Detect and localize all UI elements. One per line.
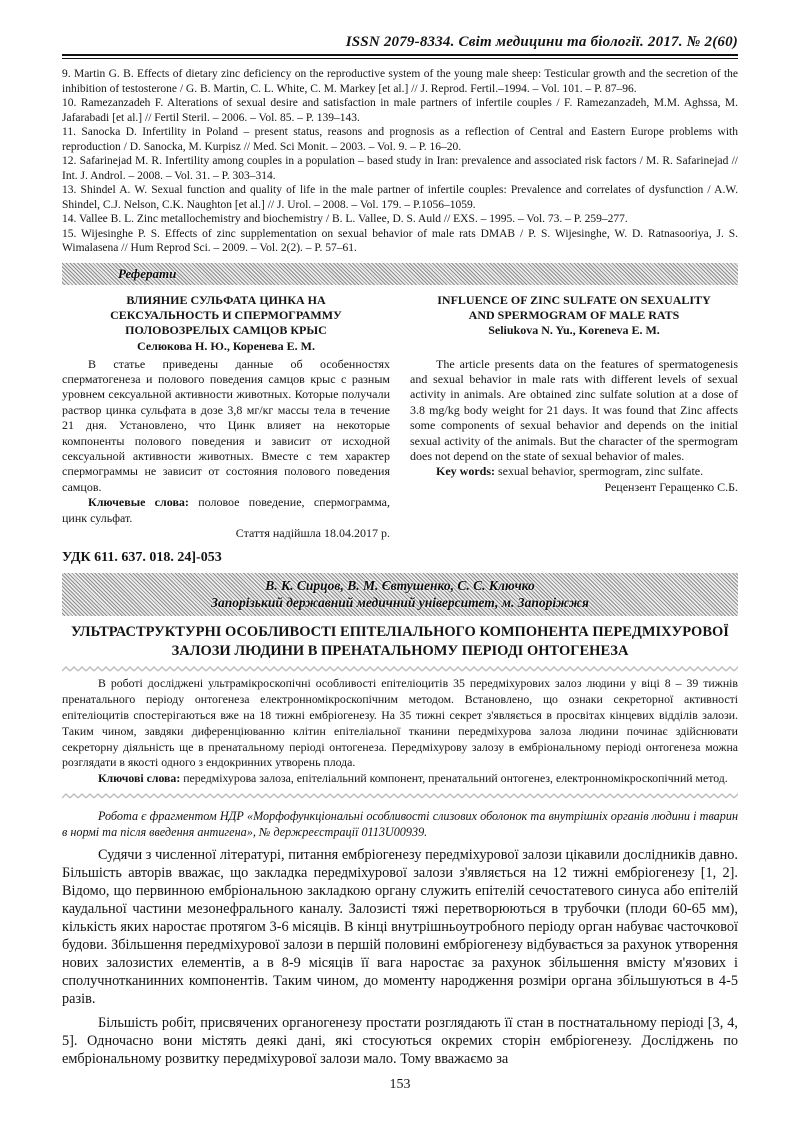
article-keywords-text: передміхурова залоза, епітеліальний компонент, пренатальний онтогенез, електронномікроскопічний метод. [180,771,728,786]
article-abstract [62,676,738,787]
abstract-en-keywords [410,464,738,479]
reference-item: 14. Vallee B. L. Zinc metallochemistry and biochemistry / B. L. Vallee, D. S. Auld // EXS. – 1995. – Vol. 73. – P. 259–277. [62,213,628,225]
reference-item: 11. Sanocka D. Infertility in Poland – present status, reasons and prognosis as a reflection of Central and Eastern Europe problems with reproduction / D. Sanocka, M. Kurpisz // Med. Sci Monit. – 2003. – Vol. 9. – P. 16–20. [62,126,738,153]
abstract-ru-keywords-text: половое поведение, спермограмма, цинк сульфат. [62,495,390,525]
abstract-ru-column [62,293,390,542]
abstract-en-body: The article presents data on the features of spermatogenesis and sexual behavior in male rats with different levels of sexual activity in animals. Are obtained zinc sulfate solution at a dose of 3.8 mg/kg body weight for 21 days. It was found that Zinc affects some components of sexual behavior and depends on the initial sexual activity of the animals. But the character of the spermogram does not depend on the state of sexual behavior of males. [410,356,738,463]
abstract-en-head [410,293,738,357]
referaty-section-band [62,263,738,285]
article-authors-band [62,573,738,616]
body-paragraph: Більшість робіт, присвячених органогенезу простати розглядають її стан в постнатальному періоді [3, 4, 5]. Одночасно вони містять деякі дані, які стосуються окремих сторін ембріогенезу. Досліджень по ембріональному розвитку передміхурової залози мало. Тому вважаємо за [62,1014,738,1067]
zigzag-divider [62,665,738,673]
abstract-ru-title-line: СЕКСУАЛЬНОСТЬ И СПЕРМОГРАММУ [110,307,342,322]
article-keywords-label: Ключові слова: [98,771,181,786]
referaty-label: Реферати [118,265,177,281]
body-paragraph: Судячи з численної літературі, питання ембріогенезу передміхурової залози цікавили дослідників давно. Більшість авторів вважає, що закладка передміхурової залози з'являється на 12 тижні ембріогенезу [1, 2]. Відомо, що первинною ембріональною закладкою органу служить епітелій сечостатевого синуса або епітелій каудальної частини мезонефрального каналу. Залозисті тяжі перетворюються в трубочки (плоди 60-65 мм), кількість яких наростає протягом 3-6 місяців. В кінці внутрішньоутробного періоду орган набуває часточкової будови. Збільшення передміхурової залози в першій половині ембріогенезу відбувається за рахунок утворення нових залозистих елементів, а в 8-9 місяців її вага наростає за рахунок збільшення вмісту м'язових і сполучнотканинних компонентів. Таким чином, до моменту народження розміри органа збільшуються в 4-5 разів. [62,846,738,1007]
article-received-date: Стаття надійшла 18.04.2017 р. [235,525,390,540]
article-authors: В. К. Сирцов, В. М. Євтушенко, С. С. Ключко [265,578,535,594]
abstract-en-title [410,293,738,324]
abstract-ru-keywords-label: Ключевые слова: [88,495,189,510]
abstract-ru-title-line: ПОЛОВОЗРЕЛЫХ САМЦОВ КРЫС [125,323,327,338]
abstract-en-title-line: AND SPERMOGRAM OF MALE RATS [468,307,680,322]
page-number: 153 [389,1076,411,1092]
reference-item: 9. Martin G. B. Effects of dietary zinc deficiency on the reproductive system of the young male sheep: Testicular growth and the secretion of the inhibition of testosterone / G. B. Martin, C. L. White, C. M. Markey [et al.] // J. Reprod. Fertil.–1994. – Vol. 101. – P. 87–96. [62,68,738,95]
zigzag-divider [62,792,738,800]
abstract-ru-head [62,293,390,357]
article-abstract-text: В роботі досліджені ультрамікроскопічні особливості епітеліоцитів 35 передміхурових залоз людини у віці 8 – 39 тижнів пренатального періоду онтогенеза електронномікроскопічним методом. Встановлено, що ознаки секреторної активності епітеліоцитів спостерігаються вже на 18 тижні ембріогенезу. На 35 тижні секрет з'являється в просвітах кінцевих відділів залози. Таким чином, завдяки диференціюванню клітин епітеліальної тканини передміхурова залоза людини починає здійснювати секреторну діяльність ще в пренатальному періоді онтогенеза. Передміхурову залозу в ембріональному періоді онтогенеза можна розглядати в якості одного з ендокринних утворень плода. [62,676,738,770]
abstract-en-column [410,293,738,542]
journal-header-line: ISSN 2079-8334. Світ медицини та біології. 2017. № 2(60) [345,34,738,50]
reference-item: 10. Ramezanzadeh F. Alterations of sexual desire and satisfaction in male partners of infertile couples / F. Ramezanzadeh, M.M. Aghssa, M. Jafarabadi [et al.] // Fertil Steril. – 2006. – Vol. 85. – P. 139–143. [62,97,738,124]
article-affiliation: Запорізький державний медичний університет, м. Запоріжжя [211,595,589,611]
abstract-ru-authors: Селюкова Н. Ю., Коренева Е. М. [137,338,315,353]
reviewer-line: Рецензент Геращенко С.Б. [604,479,738,494]
header-rule [62,54,738,59]
ndr-fragment-note: Робота є фрагментом НДР «Морфофункціональні особливості слизових оболонок та внутрішніх органів людини і тварин в нормі та після введення антигена», № держреєстрації 0113U00939. [62,808,738,839]
abstract-en-keywords-label: Key words: [436,464,495,479]
abstract-en-title-line: INFLUENCE OF ZINC SULFATE ON SEXUALITY [437,292,711,307]
abstract-en-authors: Seliukova N. Yu., Koreneva E. M. [488,323,660,338]
abstract-ru-title [62,293,390,339]
references-list [62,67,738,256]
reference-item: 15. Wijesinghe P. S. Effects of zinc supplementation on sexual behavior of male rats DMAB / P. S. Wijesinghe, W. D. Ratnasooriya, J. S. Wimalasena // Hum Reprod Sci. – 2009. – Vol. 2(2). – P. 57–61. [62,227,738,254]
reference-item: 12. Safarinejad M. R. Infertility among couples in a population – based study in Iran: prevalence and associated risk factors / M. R. Safarinejad // Int. J. Androl. – 2008. – Vol. 31. – P. 303–314. [62,155,738,182]
udk-code: УДК 611. 637. 018. 24]-053 [62,550,222,566]
abstract-ru-keywords [62,495,390,526]
article-keywords [62,771,738,787]
abstract-ru-body: В статье приведены данные об особенностях сперматогенеза и полового поведения самцов крыс с разным уровнем сексуальной активности животных. Которые получали раствор цинка сульфата в дозе 3,8 мг/кг массы тела в течение 21 дня. Установлено, что Цинк влияет на некоторые компоненты полового поведения и зависит от исходной сексуальной активности животных. Вместе с тем характер спермограммы не зависит от состояния полового поведения самцов. [62,356,390,494]
abstract-ru-title-line: ВЛИЯНИЕ СУЛЬФАТА ЦИНКА НА [126,292,326,307]
article-body [62,846,738,1068]
abstract-en-keywords-text: sexual behavior, spermogram, zinc sulfate. [495,464,704,479]
abstracts-columns [62,293,738,542]
reference-item: 13. Shindel A. W. Sexual function and quality of life in the male partner of infertile couples: Prevalence and correlates of dysfunction / A.W. Shindel, C.J. Nelson, C.K. Naughton [et al.] // J. Urol. – 2008. – Vol. 179. – P.1056–1059. [62,184,738,211]
article-title: УЛЬТРАСТРУКТУРНІ ОСОБЛИВОСТІ ЕПІТЕЛІАЛЬНОГО КОМПОНЕНТА ПЕРЕДМІХУРОВОЇ ЗАЛОЗИ ЛЮДИНИ В ПРЕНАТАЛЬНОМУ ПЕРІОДІ ОНТОГЕНЕЗА [71,624,729,659]
